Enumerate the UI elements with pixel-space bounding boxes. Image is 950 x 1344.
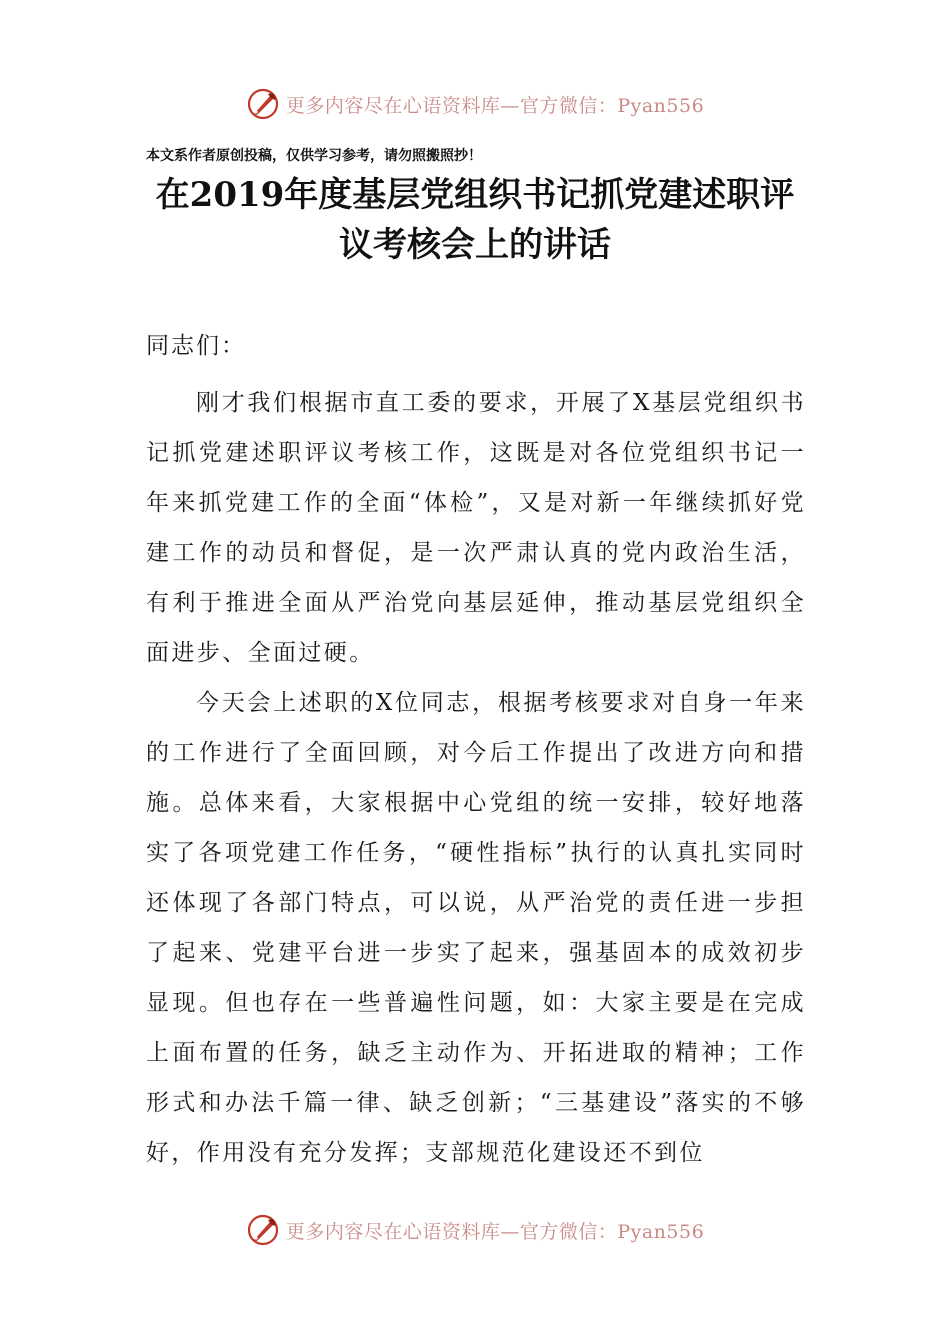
greeting: 同志们： (146, 333, 246, 359)
footer-banner (0, 1210, 950, 1250)
document-title: 在2019年度基层党组织书记抓党建述职评议考核会上的讲话 (155, 175, 795, 265)
paragraph-1: 刚才我们根据市直工委的要求，开展了X基层党组织书记抓党建述职评议考核工作，这既是对各位党组织书记一年来抓党建工作的全面“体检”，又是对新一年继续抓好党建工作的动员和督促，是一次严肃认真的党内政治生活，有利于推进全面从严治党向基层延伸，推动基层党组织全面进步、全面过硬。 (146, 390, 806, 666)
paragraph-2: 今天会上述职的X位同志，根据考核要求对自身一年来的工作进行了全面回顾，对今后工作提出了改进方向和措施。总体来看，大家根据中心党组的统一安排，较好地落实了各项党建工作任务，“硬性指标”执行的认真扎实同时还体现了各部门特点，可以说，从严治党的责任进一步担了起来、党建平台进一步实了起来，强基固本的成效初步显现。但也存在一些普遍性问题，如：大家主要是在完成上面布置的任务，缺乏主动作为、开拓进取的精神；工作形式和办法千篇一律、缺乏创新；“三基建设”落实的不够好，作用没有充分发挥；支部规范化建设还不到位 (146, 690, 806, 1166)
quill-pen-logo-icon (246, 87, 280, 121)
copyright-notice: 本文系作者原创投稿，仅供学习参考，请勿照搬照抄！ (146, 148, 482, 164)
header-banner-text: 更多内容尽在心语资料库—官方微信：Pyan556 (285, 94, 705, 117)
quill-pen-logo-icon (246, 1213, 280, 1247)
header-banner (0, 84, 950, 124)
footer-banner-text: 更多内容尽在心语资料库—官方微信：Pyan556 (285, 1220, 705, 1243)
document-body (146, 378, 806, 1178)
